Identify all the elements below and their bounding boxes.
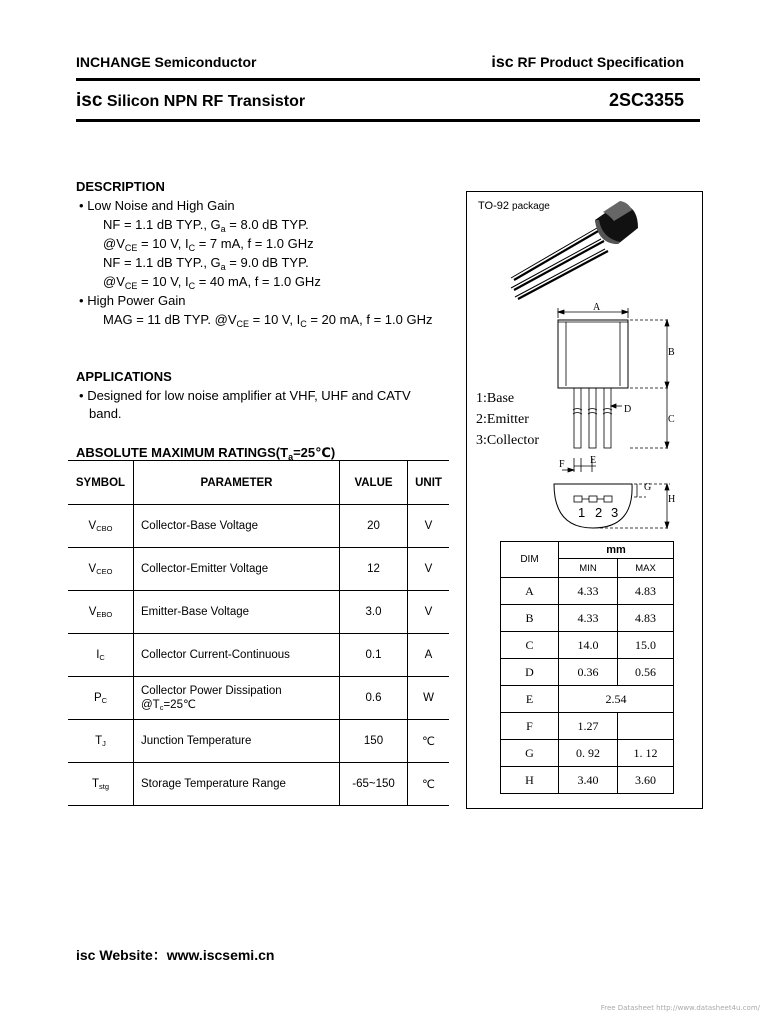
- min-cell: 4.33: [559, 578, 618, 605]
- value-cell: 12: [340, 548, 408, 591]
- ratings-heading: ABSOLUTE MAXIMUM $RATINGS(T_a=25℃)$: [76, 445, 336, 462]
- bullet-text: Designed for low noise amplifier at VHF, UHF and CATV: [87, 388, 411, 403]
- part-number: 2SC3355: [608, 90, 684, 110]
- dim-label-a: A: [593, 302, 601, 313]
- min-cell: 4.33: [559, 605, 618, 632]
- dims-unit-row: [501, 542, 674, 559]
- pin-number-2: 2: [595, 505, 603, 520]
- unit-cell: W: [408, 677, 450, 720]
- max-cell: 15.0: [618, 632, 674, 659]
- bullet-icon: •: [79, 388, 84, 403]
- isc-logo-text: isc: [76, 90, 103, 111]
- applications-heading: APPLICATIONS: [76, 369, 172, 384]
- value-cell: 0.1: [340, 634, 408, 677]
- column-header-dim: DIM: [501, 542, 559, 578]
- value-cell: 0.6: [340, 677, 408, 720]
- bullet-icon: •: [79, 198, 84, 213]
- spec-title: [491, 54, 684, 72]
- company-name: INCHANGE Semiconductor: [76, 54, 257, 70]
- parameter-cell: Collector-Base Voltage: [134, 505, 340, 548]
- applications-bullet: [79, 388, 411, 403]
- dim-label-b: B: [668, 347, 675, 358]
- column-header-unit: UNIT: [408, 461, 450, 505]
- max-cell: 3.60: [618, 767, 674, 794]
- symbol-cell: $V_{CBO}$: [68, 505, 134, 548]
- pin-label-collector: 3:Collector: [476, 433, 539, 448]
- min-cell: 14.0: [559, 632, 618, 659]
- unit-cell: V: [408, 548, 450, 591]
- pin-number-1: 1: [578, 505, 586, 520]
- table-row: [68, 763, 449, 806]
- ratings-table: [68, 460, 449, 806]
- table-row: [501, 659, 674, 686]
- symbol-cell: $T_{stg}$: [68, 763, 134, 806]
- merged-value-cell: 2.54: [559, 686, 674, 713]
- pin-label-emitter: 2:Emitter: [476, 412, 529, 427]
- dim-cell: E: [501, 686, 559, 713]
- symbol-cell: $P_C$: [68, 677, 134, 720]
- parameter-cell: Junction Temperature: [134, 720, 340, 763]
- description-heading: DESCRIPTION: [76, 179, 165, 194]
- spec-title-text: RF Product Specification: [517, 54, 684, 70]
- dim-label-h: H: [668, 494, 676, 505]
- website-label: isc Website：: [76, 947, 167, 963]
- table-row: [501, 767, 674, 794]
- max-cell: 1. 12: [618, 740, 674, 767]
- bullet-text: High Power Gain: [87, 293, 186, 308]
- table-row: [68, 634, 449, 677]
- table-row: [501, 632, 674, 659]
- table-row: [501, 686, 674, 713]
- symbol-cell: $V_{EBO}$: [68, 591, 134, 634]
- dim-cell: C: [501, 632, 559, 659]
- unit-cell: V: [408, 505, 450, 548]
- bullet-icon: •: [79, 293, 84, 308]
- parameter-line-2: $@T_c=25℃$: [141, 698, 196, 712]
- dim-cell: B: [501, 605, 559, 632]
- dim-cell: D: [501, 659, 559, 686]
- table-row: [501, 578, 674, 605]
- table-row: [68, 548, 449, 591]
- isc-logo-text: isc: [491, 54, 514, 71]
- table-row: [68, 591, 449, 634]
- table-row: [501, 740, 674, 767]
- bullet-text: Low Noise and High Gain: [87, 198, 235, 213]
- table-row: [68, 677, 449, 720]
- dim-label-g: G: [644, 482, 652, 493]
- spec-line-nf-1: NF = 1.1 dB TYP., $G_a = 8.0$ dB TYP.: [103, 217, 309, 234]
- unit-cell: A: [408, 634, 450, 677]
- header-rule-top: [76, 78, 700, 81]
- spec-line-cond-2: $@V_{CE} = 10$ V, $I_C = 40$ mA, f = 1.0 GHz: [103, 274, 321, 291]
- value-cell: 150: [340, 720, 408, 763]
- value-cell: -65~150: [340, 763, 408, 806]
- dim-cell: H: [501, 767, 559, 794]
- max-cell: 4.83: [618, 578, 674, 605]
- column-header-max: MAX: [618, 559, 674, 578]
- column-header-min: MIN: [559, 559, 618, 578]
- website-link[interactable]: www.iscsemi.cn: [166, 947, 275, 963]
- package-name: TO-92: [478, 200, 509, 212]
- symbol-cell: $V_{CEO}$: [68, 548, 134, 591]
- parameter-cell: Collector-Emitter Voltage: [134, 548, 340, 591]
- parameter-cell: Storage Temperature Range: [134, 763, 340, 806]
- column-header-symbol: SYMBOL: [68, 461, 134, 505]
- product-title-text: Silicon NPN RF Transistor: [106, 93, 306, 110]
- column-header-value: VALUE: [340, 461, 408, 505]
- min-cell: 1.27: [559, 713, 618, 740]
- unit-header-mm: mm: [559, 542, 674, 559]
- dim-label-d: D: [624, 404, 632, 415]
- parameter-cell: [134, 677, 340, 720]
- symbol-cell: $I_C$: [68, 634, 134, 677]
- spec-line-cond-1: $@V_{CE} = 10$ V, $I_C = 7$ mA, f = 1.0 GHz: [103, 236, 314, 253]
- value-cell: 3.0: [340, 591, 408, 634]
- min-cell: 3.40: [559, 767, 618, 794]
- min-cell: 0.36: [559, 659, 618, 686]
- table-header-row: [68, 461, 449, 505]
- table-row: [68, 720, 449, 763]
- watermark-text: Free Datasheet http://www.datasheet4u.com/: [600, 1004, 760, 1012]
- applications-bullet-cont: band.: [89, 406, 122, 421]
- unit-cell: V: [408, 591, 450, 634]
- symbol-cell: $T_J$: [68, 720, 134, 763]
- dim-label-c: C: [668, 414, 675, 425]
- parameter-line-1: Collector Power Dissipation: [141, 684, 282, 697]
- spec-line-mag: MAG = 11 dB TYP. $@V_{CE} = 10$ V, $I_C = 20$ mA, f = 1.0 GHz: [103, 312, 433, 329]
- max-cell: 4.83: [618, 605, 674, 632]
- dim-cell: A: [501, 578, 559, 605]
- dim-cell: G: [501, 740, 559, 767]
- max-cell: [618, 713, 674, 740]
- description-bullet-2: [79, 293, 185, 308]
- website-line: [76, 945, 274, 965]
- unit-cell: ℃: [408, 763, 450, 806]
- unit-cell: ℃: [408, 720, 450, 763]
- parameter-cell: Emitter-Base Voltage: [134, 591, 340, 634]
- table-row: [68, 505, 449, 548]
- dim-cell: F: [501, 713, 559, 740]
- pin-label-base: 1:Base: [476, 391, 515, 406]
- dim-label-f: F: [559, 459, 565, 470]
- parameter-cell: Collector Current-Continuous: [134, 634, 340, 677]
- transistor-3d-icon: [500, 198, 650, 308]
- package-suffix: package: [512, 201, 550, 212]
- table-row: [501, 713, 674, 740]
- table-row: [501, 605, 674, 632]
- spec-line-nf-2: NF = 1.1 dB TYP., $G_a = 9.0$ dB TYP.: [103, 255, 309, 272]
- dimensions-table: [500, 541, 674, 794]
- min-cell: 0. 92: [559, 740, 618, 767]
- product-title: [76, 90, 305, 112]
- value-cell: 20: [340, 505, 408, 548]
- dim-label-e: E: [590, 455, 597, 466]
- description-bullet-1: [79, 198, 235, 213]
- column-header-parameter: PARAMETER: [134, 461, 340, 505]
- max-cell: 0.56: [618, 659, 674, 686]
- pin-number-3: 3: [611, 505, 619, 520]
- header-rule-bottom: [76, 119, 700, 122]
